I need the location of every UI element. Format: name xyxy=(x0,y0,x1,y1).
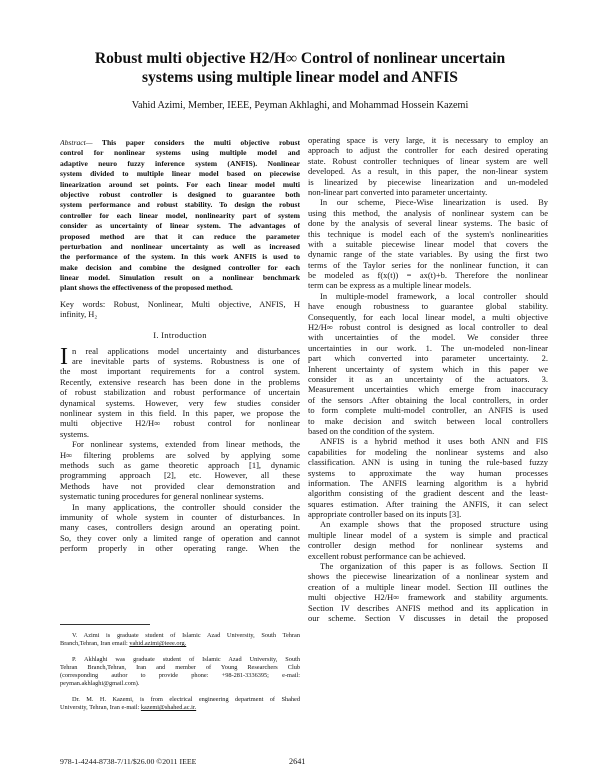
body-line: terms of the Taylor series for the nonlinear function, it can xyxy=(308,259,548,270)
abstract-line: linearization around set points. For each linear model multi xyxy=(60,179,300,189)
body-line: developed. As a result, in this paper, the non-linear system xyxy=(308,166,548,177)
body-line: nonlinear system in this field. In this paper, we propose the xyxy=(60,407,300,418)
body-line: to make decision and switch between local controllers xyxy=(308,415,548,426)
footnote-line: V. Azimi is graduate student of Islamic Azad University, South Tehran xyxy=(72,632,300,639)
body-line: this technique is model each of the system's nonlinearities xyxy=(308,228,548,239)
body-line: non-linear part converted into parameter uncertainty. xyxy=(308,186,488,197)
body-line: with a suitable piecewise linear model that covers the xyxy=(308,238,548,249)
body-line: dynamic range of the state variables. By using the first two xyxy=(308,249,548,260)
footnote-akhlaghi xyxy=(60,656,300,688)
drop-cap: I xyxy=(60,343,68,370)
body-line: The organization of this paper is as follows. Section II xyxy=(320,561,548,572)
author-list: Vahid Azimi, Member, IEEE, Peyman Akhlaghi, and Mohammad Hossein Kazemi xyxy=(131,100,469,111)
body-line: For nonlinear systems, extended from linear methods, the xyxy=(72,439,300,450)
body-line: capabilities for modeling the nonlinear systems and also xyxy=(308,446,548,457)
body-line: part which converted into parameter uncertainty. 2. xyxy=(308,353,548,364)
keywords xyxy=(60,300,300,321)
body-line: n real applications model uncertainty and disturbances xyxy=(72,345,300,356)
footnote-line: Tehran Branch,Tehran, Iran and member of Young Researchers Club xyxy=(60,664,300,671)
body-line: An example shows that the proposed structure using xyxy=(320,519,548,530)
body-line: creation of a multiple linear model. Section III outlines the xyxy=(308,581,548,592)
body-line: H2/H∞ robust control is designed as local controller to deal xyxy=(308,322,548,333)
body-line: term can be express as a multiple linear models. xyxy=(308,280,472,291)
title-line-1: Robust multi objective H2/H∞ Control of nonlinear uncertain xyxy=(94,50,506,67)
intro-paragraph-2 xyxy=(60,439,300,501)
footnote-line: Dr. M. H. Kazemi, is from electrical engineering department of Shahed xyxy=(72,696,300,703)
body-paragraph xyxy=(308,561,548,623)
keywords-line: infinity, H₂ xyxy=(60,310,98,320)
abstract-line: plant shows the effectiveness of the proposed method. xyxy=(60,283,233,293)
body-line: immunity of whole system in counter of disturbances. In xyxy=(60,511,300,522)
body-line: squares estimation. After training the ANFIS, it can select xyxy=(308,498,548,509)
body-line: are inevitable parts of systems. Robustness is one of xyxy=(72,356,300,367)
body-line: methods such as game theoretic approach [1], dynamic xyxy=(60,459,300,470)
body-line: appropriate controller based on its inputs [3]. xyxy=(308,509,462,520)
body-line: of the sensors .After obtaining the local controllers, in order xyxy=(308,394,548,405)
body-line: be modeled as f(x(t)) = ax(t)+b. Therefore the nonlinear xyxy=(308,270,548,281)
body-line: Consequently, for each local linear model, a multi objective xyxy=(308,311,548,322)
body-line: using this method, the analysis of nonlinear system can be xyxy=(308,207,548,218)
abstract-line: adaptive neuro fuzzy inference system (ANFIS). Nonlinear xyxy=(60,158,300,168)
body-line: shows the piecewise linearization of a nonlinear system and xyxy=(308,571,548,582)
abstract-line: system divided to multiple linear model based on piecewise xyxy=(60,169,300,179)
body-line: multi objective H2/H∞ framework and stability arguments. xyxy=(308,592,548,603)
abstract-line: proposed method are that it can reduce the parameter xyxy=(60,231,300,241)
abstract-line: Abstract— This paper considers the multi objective robust xyxy=(60,138,300,147)
body-paragraph xyxy=(308,436,548,519)
abstract-line: the performance of the system. In this work ANFIS is used to xyxy=(60,252,300,262)
footnotes xyxy=(60,632,300,720)
intro-paragraph-3 xyxy=(60,502,300,554)
footnote-line: University, Tehran, Iran e-mail: kazemi@shahed.ac.ir. xyxy=(60,704,197,711)
abstract-label: Abstract— xyxy=(60,138,93,147)
footnote-line: P. Akhlaghi was graduate student of Islamic Azad University, South xyxy=(72,656,300,663)
body-line: uncertainties in our work. 1. The un-modeled non-linear xyxy=(308,342,548,353)
body-line: dynamical systems. However, very few studies consider xyxy=(60,397,300,408)
body-line: systematic tuning procedures for general nonlinear systems. xyxy=(60,491,264,502)
footnote-azimi xyxy=(60,632,300,648)
body-line: many cases, controllers design around an operating point. xyxy=(60,522,300,533)
footnote-line: (corresponding author to provide phone: +98-281-3336395; e-mail: xyxy=(60,672,300,679)
abstract-line: objective robust controller is designed to guarantee both xyxy=(60,189,300,199)
section-heading-introduction: I. Introduction xyxy=(153,329,207,340)
body-line: multiple linear model of a system is simple and practical xyxy=(308,529,548,540)
left-column xyxy=(60,138,300,553)
body-line: state. Robust controller techniques of linear system are well xyxy=(308,155,548,166)
body-line: systems to approximate the way human processes xyxy=(308,467,548,478)
body-line: In our scheme, Piece-Wise linearization is used. By xyxy=(320,197,548,208)
body-paragraph xyxy=(308,135,548,197)
footnote-line: Branch,Tehran, Iran email: vahid.azimi@ieee.org. xyxy=(60,640,187,647)
body-line: have enough robustness to guarantee global stability. xyxy=(308,301,548,312)
email-link[interactable]: kazemi@shahed.ac.ir. xyxy=(140,704,197,711)
body-line: to form complete multi-model controller, an ANFIS is used xyxy=(308,405,548,416)
isbn-copyright: 978-1-4244-8738-7/11/$26.00 ©2011 IEEE xyxy=(60,757,197,766)
abstract-line: perturbation and nonlinear uncertainty as well as increased xyxy=(60,241,300,251)
body-line: Methods have not provided clear demonstration and xyxy=(60,480,300,491)
body-line: is linearized by piecewise linearization and un-modeled xyxy=(308,176,548,187)
body-line: done by the analysis of several linear systems. The basic of xyxy=(308,218,548,229)
body-line: Measurement uncertainties which emerge from inaccuracy xyxy=(308,384,548,395)
body-line: operating space is very large, it is necessary to employ an xyxy=(308,135,548,145)
abstract xyxy=(60,138,300,294)
footnote-rule xyxy=(60,624,150,625)
body-line: Inherent uncertainty of system which in this paper we xyxy=(308,363,548,374)
footnote-kazemi xyxy=(60,696,300,712)
body-line: the most important requirements for a control system. xyxy=(60,366,300,377)
abstract-line: controller for each linear model, nonlinearity part of system xyxy=(60,210,300,220)
body-line: classification. ANN is using in tuning the rule-based fuzzy xyxy=(308,457,548,468)
body-paragraph xyxy=(308,197,548,291)
body-line: perform properly in other operating range. When the xyxy=(60,543,300,554)
body-line: algorithm consisting of the gradient descent and the least- xyxy=(308,488,548,499)
email-link[interactable]: vahid.azimi@ieee.org. xyxy=(129,640,187,647)
body-line: consider it as an uncertainty of the actuators. 3. xyxy=(308,373,548,384)
body-line: systems. xyxy=(60,428,90,439)
body-line: Section IV describes ANFIS method and its application in xyxy=(308,602,548,613)
body-line: our scheme. Section V discusses in detail the proposed xyxy=(308,612,548,623)
body-line: controller design method for nonlinear systems and xyxy=(308,540,548,551)
body-line: information. The ANFIS learning algorithm is a hybrid xyxy=(308,477,548,488)
body-line: In multiple-model framework, a local controller should xyxy=(320,290,548,301)
body-line: multi objective H2/H∞ robust control for nonlinear xyxy=(60,418,300,429)
keywords-line: Key words: Robust, Nonlinear, Multi objective, ANFIS, H xyxy=(60,299,300,309)
paper-title xyxy=(40,49,560,87)
body-line: excellent robust performance can be achieved. xyxy=(308,550,466,561)
page-number: 2641 xyxy=(289,757,306,766)
abstract-line: linear model. Simulation result on a nonlinear benchmark xyxy=(60,273,300,283)
intro-paragraph-1 xyxy=(60,343,300,440)
body-paragraph xyxy=(308,291,548,436)
body-line: of robust stabilization and robust performance of uncertain xyxy=(60,387,300,398)
body-line: with uncertainties of the model. We consider three xyxy=(308,332,548,343)
body-line: based on the condition of the system. xyxy=(308,425,435,436)
abstract-line: consider as uncertainty of linear system. The advantages of xyxy=(60,221,300,231)
title-line-2: systems using multiple linear model and ANFIS xyxy=(142,69,458,86)
body-paragraph xyxy=(308,519,548,561)
body-line: approach to adjust the controller for each desired operating xyxy=(308,145,548,156)
abstract-line: system performance and robust stability. To design the robust xyxy=(60,200,300,210)
right-column xyxy=(308,135,548,623)
body-line: So, they cover only a limited range of operation and cannot xyxy=(60,532,300,543)
body-line: programming approach [2], etc. However, all these xyxy=(60,470,300,481)
body-line: Recently, extensive research has been done in the problems xyxy=(60,376,300,387)
body-line: H∞ filtering problems are solved by applying some xyxy=(60,449,300,460)
abstract-line: make decision and combine the designed controller for each xyxy=(60,262,300,272)
body-line: In many applications, the controller should consider the xyxy=(72,501,300,512)
abstract-line: control for nonlinear systems using multiple model and xyxy=(60,148,300,158)
body-line: ANFIS is a hybrid method it uses both ANN and FIS xyxy=(320,436,548,447)
footnote-line: peyman.akhlaghi@gmail.com). xyxy=(60,680,140,687)
